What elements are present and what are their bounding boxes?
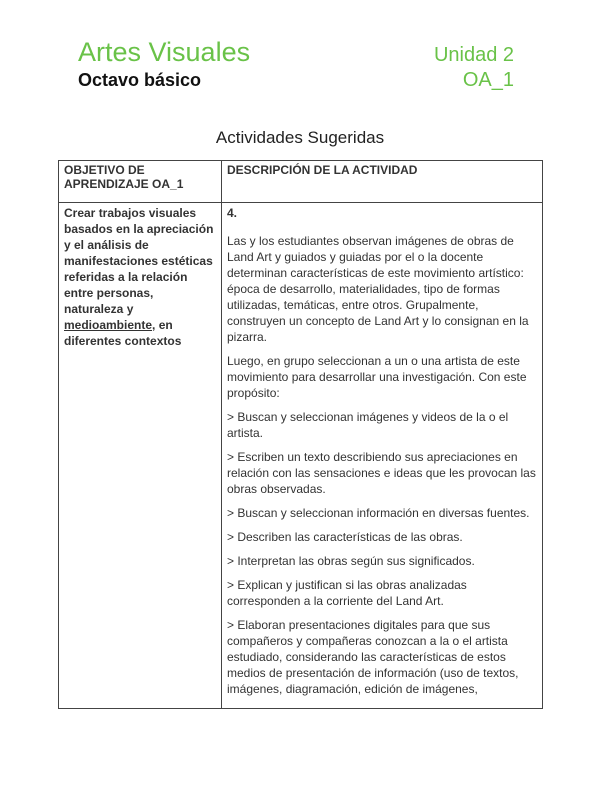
description-cell	[222, 203, 543, 709]
objective-header: OBJETIVO DE APRENDIZAJE OA_1	[59, 161, 222, 203]
oa-label: OA_1	[462, 69, 514, 91]
list-item: > Buscan y seleccionan imágenes y videos de la o el artista.	[227, 410, 509, 440]
description-header: DESCRIPCIÓN DE LA ACTIVIDAD	[222, 161, 543, 203]
table-header-row	[59, 161, 543, 203]
activity-number: 4.	[227, 206, 238, 220]
header-top-row	[78, 36, 514, 68]
list-item: > Explican y justifican si las obras analizadas corresponden a la corriente del Land Art.	[227, 578, 467, 608]
list-item: > Elaboran presentaciones digitales para que sus compañeros y compañeras conozcan a la o el artista estudiado, considerando las características de estos medios de presentación de información (uso de textos, imágenes, diagramación, edición de imágenes,	[227, 618, 519, 696]
page-header	[78, 36, 514, 92]
subject-title: Artes Visuales	[78, 37, 251, 67]
description-body	[227, 205, 537, 705]
list-item: > Interpretan las obras según sus significados.	[227, 554, 475, 568]
grade-label: Octavo básico	[78, 70, 202, 90]
objective-cell	[59, 203, 222, 709]
section-title: Actividades Sugeridas	[215, 128, 385, 147]
list-item: > Describen las características de las obras.	[227, 530, 463, 544]
objective-text	[64, 205, 216, 349]
unit-label: Unidad 2	[433, 44, 514, 66]
paragraph-intro: Las y los estudiantes observan imágenes de obras de Land Art y guiados y guiadas por el o la docente determinan características de este movimiento artístico: época de desarrollo, materialidades, tipo de formas utilizadas, temáticas, entre otros. Grupalmente, construyen un concepto de Land Art y lo consignan en la pizarra.	[227, 234, 529, 344]
table-row	[59, 203, 543, 709]
activities-table	[58, 160, 543, 709]
objective-text-before: Crear trabajos visuales basados en la apreciación y el análisis de manifestaciones estéticas referidas a la relación entre personas, naturaleza y	[64, 206, 214, 316]
objective-text-after: , en diferentes contextos	[64, 318, 182, 348]
list-item: > Escriben un texto describiendo sus apreciaciones en relación con las sensaciones e ideas que les provocan las obras observadas.	[227, 450, 536, 496]
list-item: > Buscan y seleccionan información en diversas fuentes.	[227, 506, 530, 520]
header-bottom-row	[78, 68, 514, 92]
objective-underlined-term: medioambiente	[64, 318, 153, 332]
paragraph-group: Luego, en grupo seleccionan a un o una artista de este movimiento para desarrollar una investigación. Con este propósito:	[227, 354, 527, 400]
